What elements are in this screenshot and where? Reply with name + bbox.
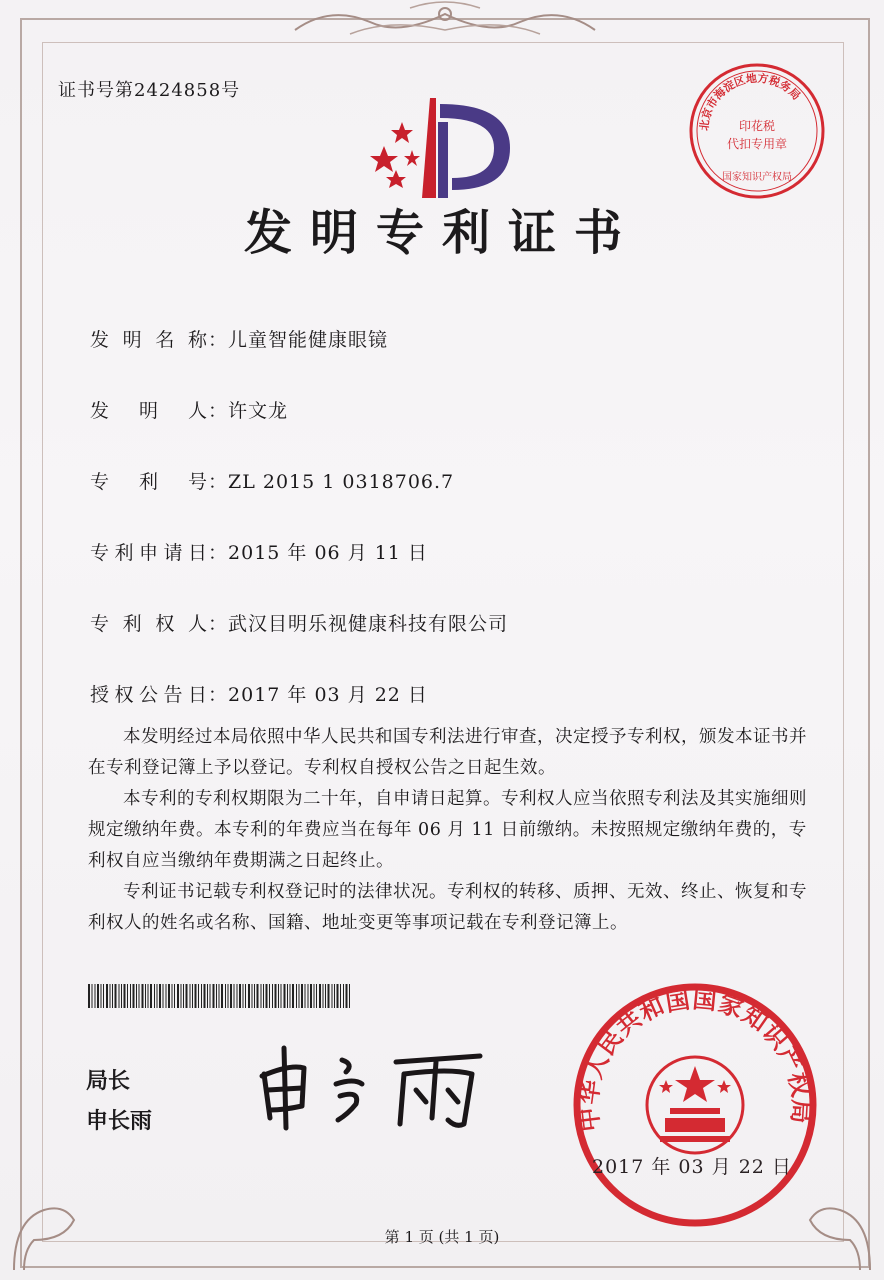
barcode-bar bbox=[168, 984, 170, 1008]
barcode-bar bbox=[292, 984, 294, 1008]
barcode-bar bbox=[136, 984, 137, 1008]
paragraph-review: 本发明经过本局依照中华人民共和国专利法进行审查，决定授予专利权，颁发本证书并在专利登记簿上予以登记。专利权自授权公告之日起生效。 bbox=[88, 727, 807, 778]
barcode-bar bbox=[340, 984, 341, 1008]
field-grant-date: 授权公告日：2017 年 03 月 22 日 bbox=[90, 680, 428, 707]
paragraph-term: 本专利的专利权期限为二十年，自申请日起算。专利权人应当依照专利法及其实施细则规定缴纳年费。本专利的年费应当在每年 06 月 11 日前缴纳。未按照规定缴纳年费的，专利权自应当缴纳年费期满之日起终止。 bbox=[88, 789, 807, 871]
barcode-bar bbox=[181, 984, 182, 1008]
barcode-bar bbox=[252, 984, 253, 1008]
svg-text:北京市海淀区地方税务局: 北京市海淀区地方税务局 bbox=[697, 71, 803, 132]
barcode-bar bbox=[261, 984, 262, 1008]
barcode-bar bbox=[172, 984, 173, 1008]
barcode-bar bbox=[207, 984, 208, 1008]
field-patentee: 专利权人：武汉目明乐视健康科技有限公司 bbox=[90, 609, 508, 636]
barcode-bar bbox=[195, 984, 197, 1008]
barcode-bar bbox=[130, 984, 131, 1008]
barcode-bar bbox=[221, 984, 223, 1008]
barcode-bar bbox=[275, 984, 277, 1008]
barcode-bar bbox=[112, 984, 113, 1008]
barcode-bar bbox=[115, 984, 117, 1008]
field-value: 许文龙 bbox=[228, 400, 289, 422]
barcode-bar bbox=[323, 984, 324, 1008]
barcode-bar bbox=[225, 984, 226, 1008]
field-invention-name: 发明名称：儿童智能健康眼镜 bbox=[90, 325, 388, 352]
barcode-bar bbox=[349, 984, 350, 1008]
barcode-bar bbox=[248, 984, 250, 1008]
barcode-bar bbox=[245, 984, 246, 1008]
barcode-bar bbox=[139, 984, 140, 1008]
barcode-bar bbox=[310, 984, 312, 1008]
barcode-bar bbox=[296, 984, 297, 1008]
barcode-bar bbox=[290, 984, 291, 1008]
barcode-bar bbox=[216, 984, 217, 1008]
tax-stamp-seal-icon bbox=[686, 60, 828, 202]
barcode-bar bbox=[343, 984, 344, 1008]
barcode-bar bbox=[121, 984, 122, 1008]
barcode-bar bbox=[142, 984, 144, 1008]
barcode-bar bbox=[204, 984, 206, 1008]
field-application-date: 专利申请日：2015 年 06 月 11 日 bbox=[90, 538, 428, 565]
barcode-bar bbox=[332, 984, 333, 1008]
field-value: 2015 年 06 月 11 日 bbox=[228, 542, 428, 564]
barcode-bar bbox=[101, 984, 102, 1008]
svg-text:代扣专用章: 代扣专用章 bbox=[726, 137, 788, 151]
barcode-bar bbox=[284, 984, 286, 1008]
certificate-number: 证书号第2424858号 bbox=[58, 80, 241, 101]
field-value: 2017 年 03 月 22 日 bbox=[228, 684, 428, 706]
director-title: 局长 bbox=[86, 1069, 131, 1094]
barcode-bar bbox=[166, 984, 167, 1008]
barcode-bar bbox=[174, 984, 175, 1008]
barcode-bar bbox=[234, 984, 235, 1008]
barcode-bar bbox=[299, 984, 300, 1008]
barcode-bar bbox=[190, 984, 191, 1008]
barcode-bar bbox=[237, 984, 238, 1008]
page-footer: 第 1 页 (共 1 页) bbox=[384, 1228, 500, 1246]
official-seal-icon bbox=[570, 980, 820, 1230]
barcode-bar bbox=[110, 984, 111, 1008]
barcode-bar bbox=[346, 984, 348, 1008]
svg-text:国家知识产权局: 国家知识产权局 bbox=[722, 172, 792, 183]
paragraph-legal-status: 专利证书记载专利权登记时的法律状况。专利权的转移、质押、无效、终止、恢复和专利权人的姓名或名称、国籍、地址变更等事项记载在专利登记簿上。 bbox=[88, 882, 807, 933]
patent-office-emblem-icon bbox=[370, 94, 520, 202]
barcode-bar bbox=[127, 984, 128, 1008]
barcode-bar bbox=[106, 984, 108, 1008]
barcode-bar bbox=[269, 984, 270, 1008]
barcode-bar bbox=[150, 984, 152, 1008]
certificate-title: 发明专利证书 bbox=[243, 205, 640, 261]
barcode-bar bbox=[263, 984, 264, 1008]
barcode-bar bbox=[159, 984, 161, 1008]
barcode-bar bbox=[316, 984, 317, 1008]
barcode-bar bbox=[145, 984, 146, 1008]
barcode-bar bbox=[287, 984, 288, 1008]
barcode-bar bbox=[213, 984, 215, 1008]
barcode-bar bbox=[210, 984, 211, 1008]
field-value: 武汉目明乐视健康科技有限公司 bbox=[228, 613, 509, 635]
barcode-bar bbox=[266, 984, 268, 1008]
field-label: 发明人 bbox=[90, 400, 208, 422]
barcode-bar bbox=[103, 984, 104, 1008]
field-inventor: 发明人：许文龙 bbox=[90, 396, 288, 423]
svg-text:中华人民共和国国家知识产权局: 中华人民共和国国家知识产权局 bbox=[574, 985, 816, 1133]
barcode-bar bbox=[198, 984, 199, 1008]
barcode-bar bbox=[186, 984, 188, 1008]
barcode-bar bbox=[148, 984, 149, 1008]
barcode-bar bbox=[97, 984, 99, 1008]
barcode-bar bbox=[239, 984, 241, 1008]
field-label: 授权公告日 bbox=[90, 684, 208, 706]
barcode-bar bbox=[201, 984, 202, 1008]
barcode-bar bbox=[325, 984, 326, 1008]
director-name: 申长雨 bbox=[86, 1109, 153, 1134]
top-ornament bbox=[290, 0, 600, 46]
barcode-bar bbox=[334, 984, 335, 1008]
barcode-bar bbox=[305, 984, 306, 1008]
barcode-bar bbox=[157, 984, 158, 1008]
barcode-bar bbox=[95, 984, 96, 1008]
field-value: ZL 2015 1 0318706.7 bbox=[228, 471, 455, 493]
barcode-bar bbox=[272, 984, 273, 1008]
field-value: 儿童智能健康眼镜 bbox=[228, 329, 389, 351]
barcode-bar bbox=[228, 984, 229, 1008]
barcode-bar bbox=[278, 984, 279, 1008]
seal-date: 2017 年 03 月 22 日 bbox=[592, 1156, 792, 1178]
barcode-bar bbox=[254, 984, 255, 1008]
field-label: 专利权人 bbox=[90, 613, 208, 635]
svg-text:印花税: 印花税 bbox=[738, 119, 776, 133]
director-signature bbox=[250, 1040, 490, 1132]
barcode-bar bbox=[328, 984, 330, 1008]
barcode-bar bbox=[308, 984, 309, 1008]
barcode-bar bbox=[257, 984, 259, 1008]
barcode-bar bbox=[301, 984, 303, 1008]
barcode-bar bbox=[154, 984, 155, 1008]
field-label: 发明名称 bbox=[90, 329, 208, 351]
barcode bbox=[88, 984, 353, 1008]
barcode-bar bbox=[183, 984, 184, 1008]
barcode-bar bbox=[177, 984, 179, 1008]
barcode-bar bbox=[192, 984, 193, 1008]
field-patent-number: 专利号：ZL 2015 1 0318706.7 bbox=[90, 467, 454, 494]
barcode-bar bbox=[337, 984, 339, 1008]
barcode-bar bbox=[92, 984, 93, 1008]
barcode-bar bbox=[119, 984, 120, 1008]
barcode-bar bbox=[243, 984, 244, 1008]
field-label: 专利号 bbox=[90, 471, 208, 493]
barcode-bar bbox=[319, 984, 321, 1008]
barcode-bar bbox=[163, 984, 164, 1008]
barcode-bar bbox=[219, 984, 220, 1008]
barcode-bar bbox=[124, 984, 126, 1008]
barcode-bar bbox=[281, 984, 282, 1008]
barcode-bar bbox=[230, 984, 232, 1008]
barcode-bar bbox=[88, 984, 90, 1008]
field-label: 专利申请日 bbox=[90, 542, 208, 564]
barcode-bar bbox=[133, 984, 135, 1008]
barcode-bar bbox=[314, 984, 315, 1008]
